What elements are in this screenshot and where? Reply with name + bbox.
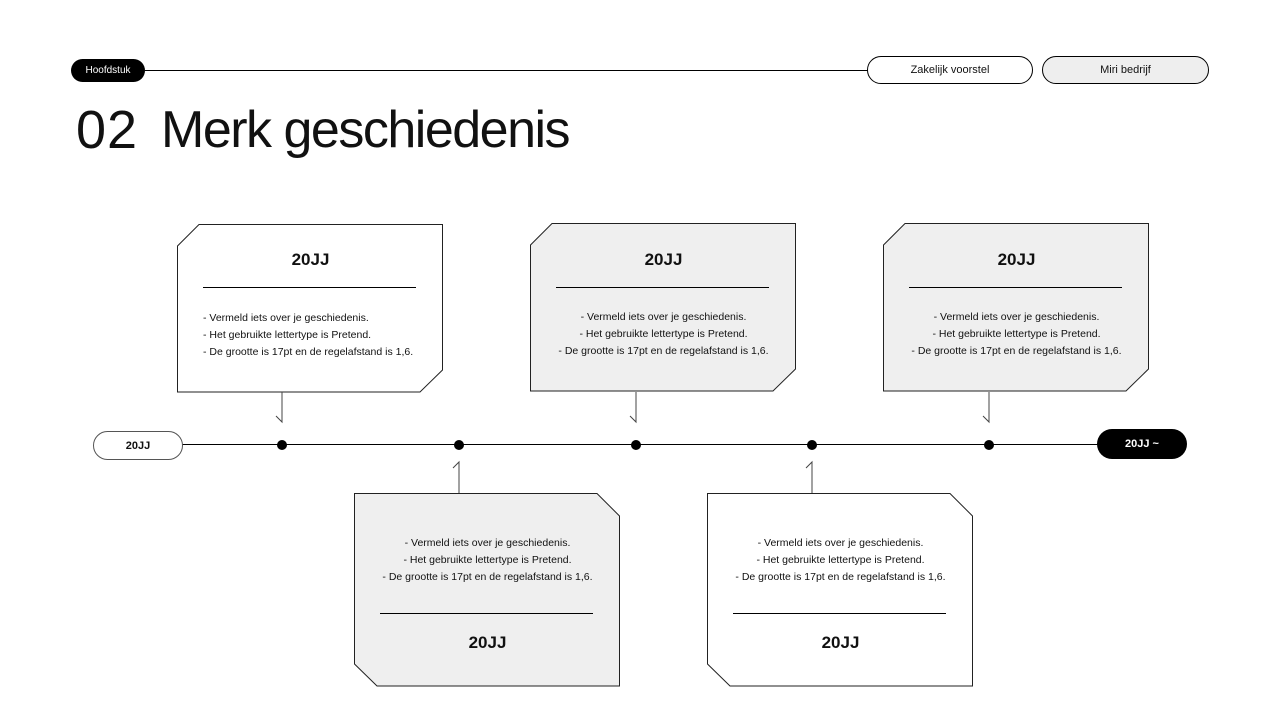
timeline-dot bbox=[277, 440, 287, 450]
nav-tab-company[interactable]: Miri bedrijf bbox=[1042, 56, 1209, 84]
card-line: - Vermeld iets over je geschiedenis. bbox=[404, 537, 571, 549]
card-year: 20JJ bbox=[468, 633, 507, 652]
card-line: - Vermeld iets over je geschiedenis. bbox=[580, 311, 747, 323]
timeline-card bbox=[354, 493, 621, 687]
timeline-dot bbox=[807, 440, 817, 450]
card-line: - Het gebruikte lettertype is Pretend. bbox=[403, 554, 572, 566]
card-line: - Vermeld iets over je geschiedenis. bbox=[933, 311, 1100, 323]
card-description bbox=[203, 310, 470, 361]
card-year: 20JJ bbox=[291, 250, 330, 269]
timeline-dot bbox=[631, 440, 641, 450]
timeline-start-label: 20JJ bbox=[93, 431, 183, 460]
card-line: - Vermeld iets over je geschiedenis. bbox=[757, 537, 924, 549]
card-description bbox=[707, 535, 974, 586]
card-divider bbox=[909, 287, 1122, 288]
chapter-badge: Hoofdstuk bbox=[71, 59, 145, 82]
timeline-card bbox=[707, 493, 974, 687]
card-description bbox=[354, 535, 621, 586]
card-line: - Het gebruikte lettertype is Pretend. bbox=[203, 329, 372, 341]
card-description bbox=[883, 309, 1150, 360]
card-divider bbox=[380, 613, 593, 614]
card-pointer bbox=[626, 390, 646, 426]
timeline-card bbox=[530, 223, 797, 393]
section-number: 02 bbox=[76, 100, 139, 160]
card-line: - De grootte is 17pt en de regelafstand is 1,6. bbox=[382, 571, 593, 583]
timeline-end-label: 20JJ ~ bbox=[1097, 429, 1187, 459]
nav-tab-business-proposal[interactable]: Zakelijk voorstel bbox=[867, 56, 1033, 84]
card-year: 20JJ bbox=[997, 250, 1036, 269]
card-line: - De grootte is 17pt en de regelafstand is 1,6. bbox=[558, 345, 769, 357]
header-divider bbox=[145, 70, 868, 71]
timeline-dot bbox=[984, 440, 994, 450]
card-line: - De grootte is 17pt en de regelafstand is 1,6. bbox=[911, 345, 1122, 357]
card-line: - De grootte is 17pt en de regelafstand is 1,6. bbox=[203, 346, 414, 358]
card-year: 20JJ bbox=[644, 250, 683, 269]
card-pointer bbox=[272, 390, 292, 426]
card-shape bbox=[354, 493, 622, 689]
card-line: - Vermeld iets over je geschiedenis. bbox=[203, 312, 369, 324]
card-divider bbox=[203, 287, 416, 288]
timeline-dot bbox=[454, 440, 464, 450]
card-description bbox=[530, 309, 797, 360]
card-line: - Het gebruikte lettertype is Pretend. bbox=[756, 554, 925, 566]
card-line: - Het gebruikte lettertype is Pretend. bbox=[932, 328, 1101, 340]
card-pointer bbox=[802, 460, 822, 496]
card-line: - Het gebruikte lettertype is Pretend. bbox=[579, 328, 748, 340]
card-line: - De grootte is 17pt en de regelafstand is 1,6. bbox=[735, 571, 946, 583]
timeline-card bbox=[883, 223, 1150, 393]
card-year: 20JJ bbox=[821, 633, 860, 652]
card-pointer bbox=[979, 390, 999, 426]
card-divider bbox=[733, 613, 946, 614]
card-divider bbox=[556, 287, 769, 288]
card-pointer bbox=[449, 460, 469, 496]
timeline-card bbox=[177, 224, 444, 394]
card-shape bbox=[707, 493, 975, 689]
page-title: Merk geschiedenis bbox=[161, 101, 570, 159]
